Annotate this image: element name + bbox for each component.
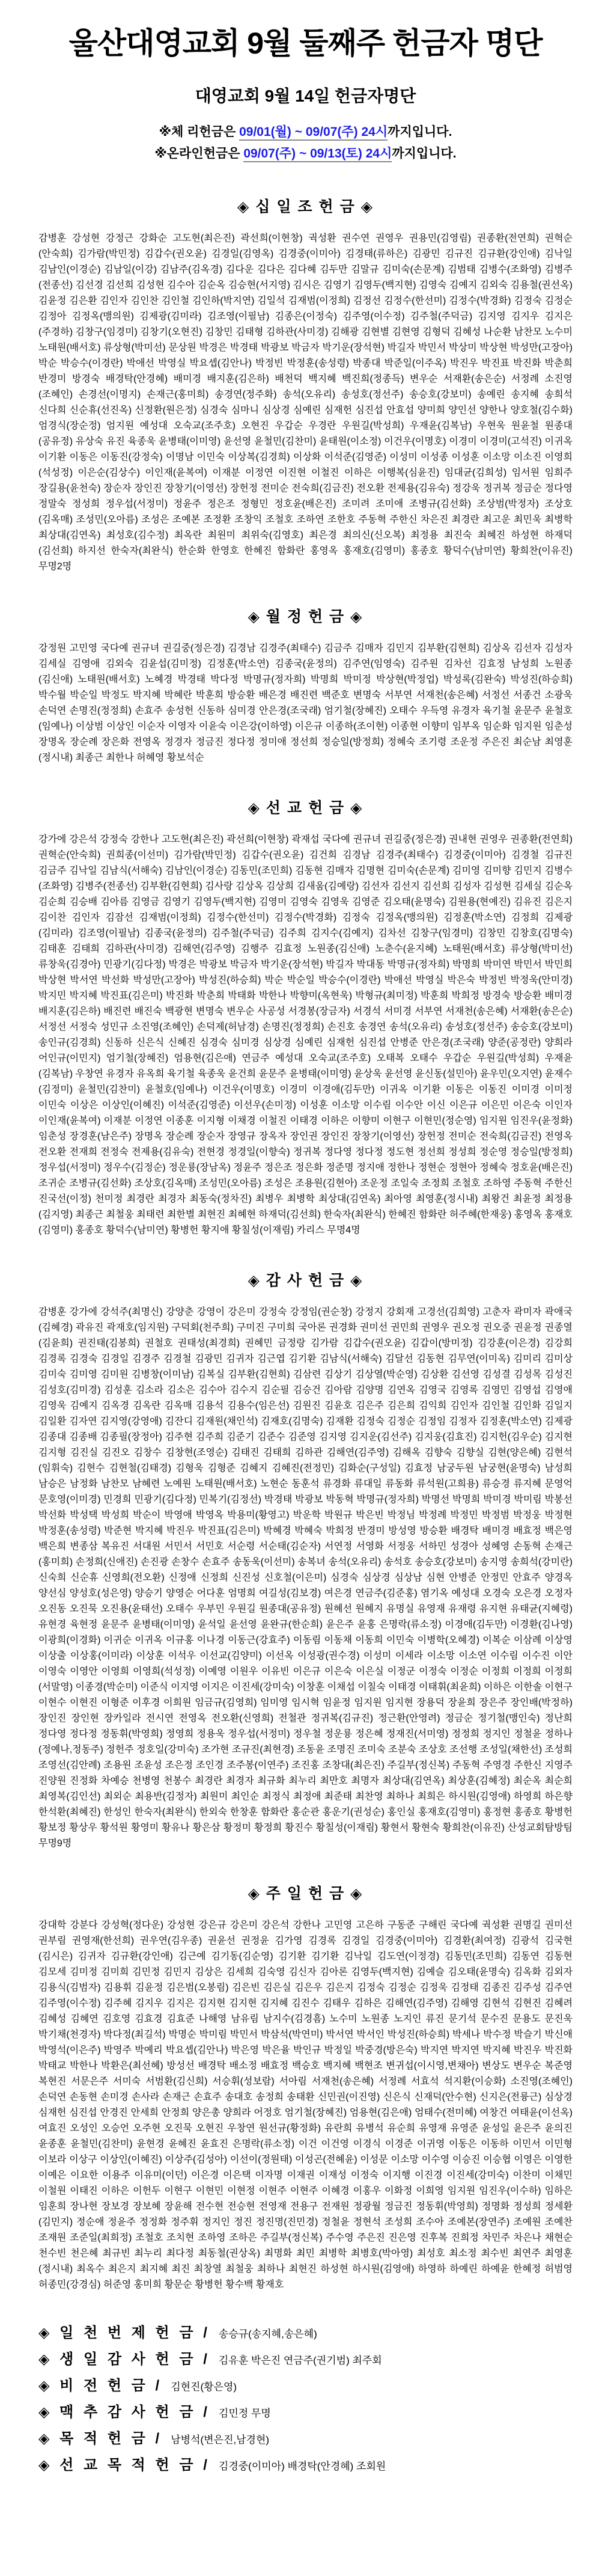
section-thanksgiving-offering (38, 1268, 573, 1852)
special-label: ◈ 맥 추 감 사 헌 금 / (38, 2403, 210, 2420)
special-donor-names: 김경중(이미아) 배경탁(안경혜) 조회원 (218, 2460, 386, 2472)
note-deadline-highlight: 09/01(월) ~ 09/07(주) 24시 (239, 125, 388, 141)
section-tithe-offering (38, 195, 573, 575)
note-suffix: 까지입니다. (388, 124, 452, 139)
special-label: ◈ 목 적 헌 금 / (38, 2430, 163, 2447)
note-suffix: 까지입니다. (392, 146, 457, 161)
special-donor-names: 김유훈 박은진 연금주(권기범) 최주회 (218, 2354, 382, 2366)
page-subtitle: 대영교회 9월 14일 헌금자명단 (195, 86, 416, 105)
special-donor-names: 김현진(황은영) (171, 2381, 237, 2393)
note-line-online (38, 143, 573, 165)
special-row-mission-purpose-offering (38, 2453, 573, 2474)
special-label: ◈ 선 교 목 적 헌 금 / (38, 2456, 210, 2473)
special-row-vision-offering (38, 2373, 573, 2394)
special-label: ◈ 일 천 번 제 헌 금 / (38, 2324, 210, 2341)
deadline-notes (38, 121, 573, 165)
special-donor-names: 송승규(송지혜,송은혜) (218, 2328, 317, 2340)
special-offerings-list (38, 2321, 573, 2474)
note-line-offline (38, 121, 573, 143)
section-donor-names: 강가에 강은석 강정숙 강한나 고도현(최은진) 곽선희(이현창) 곽재섭 국다예 권규녀 권길중(정은경) 권내현 권영우 권종환(전연희) 권혁순(안숙희) 권희종(이선미) 김가람(박민정) 김갑수(권오윤) 김건희 김경남 김경주(최태수) 김경중(이미아) 김경철 김규진 김금주 김낙일 김남식(서해숙) 김남인(이경순) 김동민(조민희) 김동현 김매자 김명현 김미숙(손문계) 김미영 김미향 김민지 김병수(조화영) 김병주(전종선) 김부환(김현희) 김사랑 김상옥 김상희 김새움(김예랑) 김선자 김선지 김선희 김성자 김성현 김세실 김순옥 김순희 김승배 김아름 김영금 김영기 김영두(백지현) 김영미 김영숙 김영욱 김영준 김오태(윤명숙) 김원용(현예진) 김유진 김은지 김이찬 김인자 김잠선 김재범(이정희) 김정수(한선미) 김정수(박경화) 김정숙 김정옥(맹의원) 김정훈(박소연) 김정희 김제광(김미라) 김조영(이필남) 김종국(윤정의) 김주철(주덕금) 김주희 김지수(김예지) 김차선 김창구(임경미) 김창민 김창호(김명숙) 김태훈 김태희 김하관(사미경) 김해연(김주영) 김행주 김효정 노원종(김신애) 노춘수(윤지혜) 노태원(배서호) 류상형(박미선) 류창욱(김경아) 민광기(김다정) 박경은 박광보 박금자 박기운(장석현) 박길자 박대동 박명규(정자희) 박명희 박미연 박민서 박민희 박상현 박서연 박선화 박성만(고장아) 박성진(하승희) 박순 박순일 박승수(이경란) 박애선 박영실 박은숙 박정빈 박정욱(안미경) 박지민 박지혜 박진표(김은미) 박진화 박춘희 박태화 박한나 박향미(옥현욱) 박형규(최미정) 박훈희 박희정 방경숙 방승환 배미경 배지훈(김은하) 배진련 배진숙 백광현 변명숙 변우순 사공성 서경봉(장금자) 서경석 서미경 서부연 서재천(송은혜) 서재환(송은순) 서정선 서정숙 성민규 소진영(조혜인) 손덕제(허남경) 손명진(정정희) 손진호 송경연 송석(오유리) 송성호(정선주) 송승호(강보미) 송인규(김경희) 신동하 신은식 신혜진 심경숙 심미경 심상경 심예린 심재헌 심진섭 안병준 안은경(조국래) 양준(공정란) 양희라 어인규(이민지) 엄기철(장혜진) 엄용현(김은애) 연금주 예성대 오숙교(조주호) 오태복 오태수 우갑순 우원길(박성희) 우재윤(김복남) 우창연 유경자 유옥희 육기철 육종욱 윤건희 윤문주 윤병태(이미영) 윤상욱 윤선영 윤신동(설민아) 윤우민(오지연) 윤재수(김정미) 윤철민(김찬미) 윤철호(임예나) 이건우(이명호) 이경미 이경애(김두만) 이귀옥 이기환 이동은 이동진 이미경 이미정 이민숙 이상은 이상인(이혜진) 이석준(김영준) 이선우(손미정) 이성훈 이소망 이수림 이수안 이신 이은규 이은민 이은숙 이인자 이인재(윤복여) 이재분 이정연 이종훈 이지형 이채경 이철진 이태경 이하은 이향미 이현구 이현민(정순영) 임지원 임진우(윤정화) 임춘성 장경훈(남은주) 장명옥 장순례 장순자 장영규 장옥자 장인권 장인진 장창기(이영선) 장헌정 전미순 전숙희(김금진) 전영옥 전오환 전재희 전정숙 전제용(김유숙) 전현경 정경일(이향숙) 정귀복 정다영 정다정 정도현 정선희 정성희 정순영 정승일(방정희) 정우섭(서정미) 정우수(김정순) 정운룡(장남옥) 정윤주 정은조 정은화 정준명 정지애 정한나 정현순 정현아 정혜숙 정호윤(배은진) 조귀순 조병규(김선화) 조상호(김옥매) 조성민(오아름) 조성은 조용원(김현아) 조운정 조일숙 조정희 조철호 조하영 주동혁 주한신 진국선(이정) 천미정 최경란 최경자 최동숙(정차진) 최병우 최병학 최상대(김연옥) 최아영 최영훈(정시내) 최왕건 최윤정 최정용(김지영) 최종근 최철웅 최태련 최한별 최현진 최혜현 하재덕(김선희) 한숙자(최완식) 한혜진 함화란 허주혜(한재웅) 홍영옥 홍재호(김영미) 홍종호 황덕수(남미연) 황병헌 황지애 황칠성(이재림) 카리스 무명4명 (38, 834, 573, 1235)
section-monthly-offering (38, 605, 573, 766)
section-title: ◈ 주 일 헌 금 ◈ (248, 1885, 363, 1902)
section-title: ◈ 선 교 헌 금 ◈ (248, 799, 363, 816)
note-prefix: ※온라인헌금은 (154, 146, 244, 161)
special-donor-names: 김민정 무명 (218, 2407, 271, 2419)
note-deadline-highlight: 09/07(주) ~ 09/13(토) 24시 (243, 147, 392, 162)
special-row-thousand-offering (38, 2321, 573, 2342)
section-donor-names: 감병훈 강성현 강정근 강화순 고도현(최은진) 곽선희(이현창) 궉성환 권수연 권영우 권용민(김영림) 권종환(전연희) 권혁순(안숙희) 김가람(박민정) 김갑수(권오윤) 김경일(김영옥) 김경중(이미아) 김경태(류하은) 김광민 김규진 김규환(강인애) 김낙일 김남인(이경순) 김남일(이강) 김남주(김옥경) 김다운 김다은 김다혜 김두만 김말규 김미숙(손문계) 김범태 김병수(조화영) 김병주(전종선) 김선경 김선희 김성현 김수아 김순옥 김승현(서지영) 김시은 김영기 김영두(백지현) 김영숙 김예지 김외숙 김용철(권선옥) 김윤정 김은환 김인자 김인찬 김인철 김인하(박지연) 김일석 김재범(이정희) 김정선 김정수(한선미) 김정수(박경화) 김정숙 김정순 김정아 김정옥(맹의원) 김제광(김미라) 김조영(이필남) 김종은(이정숙) 김주영(이수정) 김주철(주덕금) 김지영 김지우 김지은(주경하) 김창구(임경미) 김창기(오현진) 김창민 김태형 김하관(사미경) 김해광 김현별 김현영 김형덕 김혜성 나순환 남찬모 노수미 노태원(배서호) 류상형(박미선) 문상원 박경은 박경태 박광보 박금자 박기운(장석현) 박길자 박민서 박상미 박상현 박성만(고장아) 박순 박승수(이경란) 박애선 박영실 박요셉(김안나) 박정빈 박정훈(송성령) 박종대 박준일(이주옥) 박진우 박진표 박진화 박춘희 반경미 방경숙 배경탁(안경혜) 배미경 배지훈(김은하) 배천덕 백지혜 백진희(정종득) 변우순 서재환(송은순) 서정례 소진영(조혜인) 손경선(이명지) 손재근(홍미희) 송경연(정주화) 송석(오유리) 송성호(정선주) 송승호(강보미) 송예린 송지혜 송희석 신다희 신순휴(선진옥) 신정환(원은정) 심경숙 심마니 심상경 심예린 심재헌 심진섭 안효섭 양미희 양인선 양한나 양호철(김수화) 엄경식(장순정) 엄지원 예성대 오숙교(조주호) 오현진 우갑순 우경란 우원길(박성희) 우재윤(김복남) 우현욱 원윤철 원종대(공유정) 유상숙 유진 육종욱 윤병태(이미영) 윤선영 윤철민(김찬미) 윤태원(이소정) 이건우(이명호) 이경미 이경미(고석진) 이귀옥 이기환 이동은 이동진(강정숙) 이명남 이민숙 이상복(김경희) 이상화 이석준(김영준) 이성미 이성종 이성훈 이소망 이소진 이영희(석성정) 이은순(김상수) 이인재(윤복여) 이재분 이정연 이진현 이철진 이하은 이행복(심윤진) 임대균(김희성) 임서원 임희주 장길용(윤천숙) 장순자 장인진 장창기(이영선) 장헌정 전미순 전숙희(김금진) 전오환 전제용(김유숙) 정강욱 정귀복 정금순 정다영 정말숙 정성희 정우섭(서정미) 정윤주 정은조 정형민 정호윤(배은진) 조미려 조미애 조병규(김선화) 조상범(박정자) 조상호(김옥매) 조성민(오아름) 조성은 조예본 조정환 조창익 조철호 조하연 조한호 주동혁 주한신 차은진 최경란 최고운 최민욱 최병학 최상대(김연옥) 최성호(김수정) 최옥란 최원미 최위숙(김영호) 최은경 최의신(신오복) 최정용 최진숙 최혜진 하성현 하재덕(김선희) 하지선 한숙자(최완식) 한순화 한영호 한혜진 함화란 홍영옥 홍재호(김영미) 홍종호 황덕수(남미연) 황희찬(이유진) 무명2명 (38, 233, 573, 572)
special-row-birthday-offering (38, 2347, 573, 2368)
note-prefix: ※체 리헌금은 (159, 124, 240, 139)
section-donor-names: 강대학 강분다 강성혁(정다운) 강성현 강은규 강은미 강은석 강한나 고민영 고은하 구동준 구해린 국다예 궉성환 권명길 권미선 권부림 권영재(한선희) 권우연(김우종) 권윤선 권정윤 김가영 김경록 김경일 김경중(이미아) 김경환(최여정) 김광석 김국현(김시은) 김귀자 김규환(강인애) 김근예 김기동(김순영) 김기환 김기환 김낙일 김도연(이정경) 김동민(조민희) 김동연 김동현 김모세 김미정 김미희 김민정 김민지 김상은 김세희 김숙영 김신자 김아론 김영두(백지현) 김예슬 김오태(윤명숙) 김옥화 김외자 김용식(김범자) 김용휘 김윤정 김은범(오봉림) 김은빈 김은실 김은우 김은지 김정숙 김정순 김정욱 김정태 김종진 김주성 김주연 김주영(이수정) 김주혜 김지우 김지은 김지현 김지현 김지혜 김진수 김태우 김하은 김해연(김주영) 김해영 김현석 김현진 김혜려 김혜성 김혜연 김호영 김효경 김효준 나해영 남유림 남지수(김경흠) 노수미 노원종 노지인 류진 문기석 문수진 문용도 문진욱 박기채(천경자) 박다정(최길석) 박명순 박미림 박민서 박삼석(박연미) 박서연 박서인 박성진(하승희) 박세나 박수정 박슬기 박신애 박영석(이은주) 박영주 박예리 박요셉(김안나) 박은영 박은율 박인규 박정일 박중경(방은숙) 박지연 박지연 박지혜 박진우 박진화 박태교 박한나 박환은(최선혜) 방성선 배경탁 배소정 배효정 백승호 백지혜 백현조 변귀섭(이시영,변채아) 변상도 변우순 복준영 복현진 서문은주 서미숙 서범환(김신희) 서승휘(성보람) 서아림 서재천(송은혜) 서정례 서효석 석지환(이승화) 소진영(조혜인) 손덕연 손동현 손미경 손사라 손재근 손효주 송대호 송정희 송태환 신민권(이진영) 신은식 신재덕(안수현) 신지은(전륭근) 심상경 심재헌 심진섭 안경진 안세희 안정희 양은총 양희라 어정호 엄기철(장혜진) 엄용현(김은애) 엄태수(전미혜) 여창건 여태윤(이선옥) 여효진 오성인 오승언 오주현 오진묵 오현진 우창연 원선규(황정화) 유란희 유병석 유순희 유영재 유영준 윤성일 윤은주 윤의진 윤종훈 윤철민(김찬미) 윤현경 윤혜진 윤효진 은명락(류소정) 이건 이건영 이경식 이경준 이귀영 이동은 이동하 이민서 이민형 이보라 이상구 이상인(이혜진) 이상주(김성아) 이선이(정원태) 이성곤(전혜윤) 이성문 이소망 이수영 이승진 이승협 이영은 이영한 이예은 이요한 이용주 이유미(이던) 이은경 이은택 이자명 이재권 이재성 이정숙 이지행 이진경 이진세(강미숙) 이찬미 이채민 이철원 이태진 이하은 이헌두 이현구 이현민 이현정 이현주 이현주 이혜경 이홍우 이화정 이희영 임지원 임진우(이수하) 임하은 임훈희 장나현 장보경 장보혜 장윤해 전수현 전승현 전영재 전용구 전재원 정광월 정금진 정동휘(박영희) 정명화 정성희 정세환(김민지) 정순애 정윤주 정정화 정주휘 정지인 정진 정진명(진민경) 정철윤 정현석 조성희 조수아 조예본(장연주) 조예원 조예찬 조재원 조준일(최희정) 조철호 조치현 조하영 조하은 주길부(정신복) 주수영 주은진 진은영 진후복 진희정 차민주 차은나 채현순 천수빈 천은혜 최규빈 최누리 최다정 최동철(권상옥) 최명화 최민 최병학 최병호(박아영) 최성호 최소정 최수빈 최연주 최영훈(정시내) 최옥수 최은지 최지혜 최진 최창열 최철웅 최하나 최현진 하성현 하시원(김영애) 하영하 하예린 하예윤 한혜정 허범영 허종민(강경심) 허준영 홍미희 황문순 황병헌 황수백 황재호 (38, 1920, 573, 2290)
special-row-harvest-offering (38, 2400, 573, 2421)
special-row-purpose-offering (38, 2426, 573, 2447)
special-label: ◈ 비 전 헌 금 / (38, 2377, 163, 2394)
section-mission-offering (38, 796, 573, 1238)
special-donor-names: 남병석(변은진,남경현) (171, 2434, 270, 2446)
section-title: ◈ 십 일 조 헌 금 ◈ (237, 198, 374, 215)
special-label: ◈ 생 일 감 사 헌 금 / (38, 2351, 210, 2367)
section-donor-names: 강정원 고민영 국다예 권규녀 권길중(정은경) 김경남 김경주(최태수) 김금주 김매자 김민지 김부환(김현희) 김상옥 김선자 김성자 김세실 김영애 김외숙 김윤섭(김미정) 김정훈(박소연) 김종국(윤정의) 김주연(임영숙) 김주원 김차선 김효정 남성희 노원종(김신애) 노태원(배서호) 노혜경 박경태 박다정 박명규(정자희) 박명희 박미정 박상현(박정업) 박성록(김완숙) 박성진(하승희) 박수월 박순일 박정도 박지혜 박혜란 박훈희 방승환 배은경 배진련 백준호 변명숙 서부연 서재천(송은혜) 서정선 서종건 소광욱 손덕연 손명진(정정희) 손효주 송성헌 신동하 심미경 안은경(조국래) 엄기철(장혜진) 오태수 우득영 유경자 육기철 윤문주 윤철호(임예나) 이상범 이상인 이순자 이영자 이윤숙 이은강(이하영) 이은규 이종하(조이현) 이종현 이향미 임부옥 임순화 임지원 임춘성 장명옥 장순례 장은화 전영옥 정경자 정금진 정다정 정미애 정선희 정승일(방정희) 정혜숙 조기령 조운정 주은진 최순남 최영훈(정시내) 최종근 최한나 허혜영 황보석순 (38, 643, 573, 763)
section-title: ◈ 월 정 헌 금 ◈ (248, 608, 363, 625)
section-sunday-offering (38, 1882, 573, 2293)
page-title: 울산대영교회 9월 둘째주 헌금자 명단 (68, 26, 543, 60)
section-title: ◈ 감 사 헌 금 ◈ (248, 1271, 363, 1289)
section-donor-names: 감병훈 강가에 강석주(최명신) 강양춘 강영이 강은미 강정숙 강정임(권순창) 강정지 강회재 고경선(김희영) 고춘자 곽미자 곽애국(김혜경) 곽유진 곽재호(임지원) 구덕회(천주희) 구미진 구미희 국아론 권경화 권미선 권민희 권영우 권오정 권오중 권윤정 권종열(김윤희) 권진태(김봉희) 권철호 권태성(최경희) 권혜민 금정랑 김가람 김갑수(권오윤) 김갑이(방미정) 김강훈(이은경) 김강희 김경록 김경숙 김경일 김경주 김경철 김광민 김귀자 김근엽 김기환 김남식(서해숙) 김달선 김동현 김무연(이미옥) 김미리 김미상 김미숙 김미영 김미원 김병창(이미남) 김복실 김부환(김현희) 김삼련 김상기 김상열(박순영) 김상환 김선영 김성결 김성목 김성진 김성호(김미경) 김성훈 김소라 김소은 김수아 김수지 김순필 김승건 김아람 김양명 김연옥 김영국 김영록 김영민 김영섭 김영애 김영욱 김예지 김옥경 김옥란 김옥매 김용석 김용수(임은선) 김원진 김윤호 김은주 김은희 김익희 김인자 김인철 김인화 김일지 김일환 김자연 김지영(강영애) 김잔디 김재원(채인석) 김재호(김명숙) 김재환 김정숙 김정순 김정임 김정자 김정훈(박소연) 김제광 김종대 김종배 김종필(장정아) 김주현 김주희 김준기 김준수 김준영 김지영 김지운(김선주) 김지웅(김효진) 김지헌(김우순) 김지현 김지형 김진실 김진오 김창수 김창현(조영순) 김태진 김태희 김하관 김해연(김주영) 김해옥 김향숙 김향실 김현(양은혜) 김현석(임휘숙) 김현수 김현철(김태경) 김형욱 김형준 김혜지 김혜진(전정민) 김화순(구성일) 김효정 남궁두원 남궁현(윤명숙) 남성희 남승은 남정화 남찬모 남혜련 노예원 노태원(배서호) 노현순 동훈석 류경화 류대일 류동화 류석원(고희용) 류승경 류지혜 문영억 문호영(이미경) 민경희 민광기(김다정) 민복기(김정선) 박경태 박광보 박동혁 박명규(정자희) 박명선 박명희 박미경 박미림 박봉선 박선화 박성택 박성희 박순이 박영애 박영옥 박용미(황영고) 박운학 박원규 박은빈 박정님 박정례 박정민 박정범 박정웅 박정현 박정훈(송성령) 박준현 박지혜 박진우 박진표(김은미) 박혜경 박혜숙 박희정 반경미 방성영 방승환 배경탁 배미경 배효정 백은영 백은희 변종삼 복유진 서대원 서민서 서민호 서순령 서순태(김순자) 서연정 서영화 서정웅 서하민 성경아 성혜영 손동혁 손재근(홍미희) 손정희(신애진) 손진광 손창수 손효주 송동욱(이선미) 송복녀 송석(오유리) 송석호 송승호(강보미) 송지영 송희석(강미란) 신숙희 신순휴 신영희(전오환) 신정애 신정희 신진성 신호철(이은미) 심경숙 심상경 심상남 심현 안병준 안정민 안효주 양경옥 양선심 양성호(성은영) 양승기 양영순 어다훈 엄명희 여길성(김보경) 여은경 연금주(김준홍) 염기옥 예성대 오경숙 오은경 오정자 오진동 오진묵 오진용(윤태선) 오태수 우부민 우원길 원종대(공유정) 원혜선 원혜지 유명실 유영재 유재령 유지현 유태균(지혜령) 유현경 육현정 윤문주 윤병태(이미영) 윤석일 윤선영 윤완규(한순희) 윤은주 윤홍 은명락(류소정) 이경애(김두만) 이경환(김나영) 이광희(이경화) 이귀순 이귀옥 이규홍 이나경 이동근(강효주) 이동림 이동채 이동희 이민숙 이병학(오혜경) 이복순 이삼례 이상영 이상출 이상홍(이미라) 이상훈 이석우 이선교(김양미) 이선옥 이성광(권수경) 이성미 이세라 이소망 이소연 이수림 이수진 이안 이영숙 이영안 이영희 이영희(석성정) 이예영 이원우 이유빈 이은규 이은숙 이은실 이정군 이정숙 이정순 이정희 이정희 이정희(서말영) 이종경(박순미) 이준식 이지영 이지은 이진세(강미숙) 이창훈 이채섭 이칠숙 이태경 이태휘(최윤희) 이하은 이한솔 이현구 이현수 이현진 이형준 이후경 이희원 임금규(김영희) 임미영 임시혁 임윤정 임지원 임지현 장용덕 장윤희 장은주 장인배(박정하) 장인진 장인현 장카일라 전시연 전영옥 전오환(신영희) 전철관 정귀복(김규진) 정근환(안영려) 정금순 정기철(맹인숙) 정난희 정다영 정다정 정동휘(박영희) 정영희 정용욱 정우섭(서정미) 정우철 정운룡 정은혜 정재진(서미영) 정정희 정지인 정철윤 정하나(정예나,정동주) 정헌주 정호일(강미숙) 조가현 조규진(최현경) 조동윤 조명진 조미숙 조분숙 조상호 조선행 조성일(채한선) 조성희 조영선(김안례) 조용원 조윤성 조은정 조인경 조주봉(이연주) 조진홍 조창대(최은진) 주길부(정신복) 주동혁 주영경 주한신 지영주 진양원 진정화 차예승 천병영 천봉수 최경란 최경자 최규화 최누리 최만호 최명자 최상대(김연옥) 최상훈(김혜정) 최순옥 최순희 최영복(김인선) 최외순 최용반(김정자) 최원미 최인순 최정식 최정애 최준태 최찬영 최하나 최희은 하시원(김영애) 하영희 하은향 한석환(최혜진) 한성인 한숙자(최완식) 한외숙 한창훈 함화란 홍순관 홍운기(권성순) 홍인실 홍재호(김영미) 홍정현 홍종호 황병헌 황보정 황상우 황석원 황영미 황유나 황은삼 황정미 황정희 황진수 황칠성(이재림) 황현서 황현숙 황희찬(이유진) 산성교회탐방팀 무명9명 (38, 1306, 573, 1849)
